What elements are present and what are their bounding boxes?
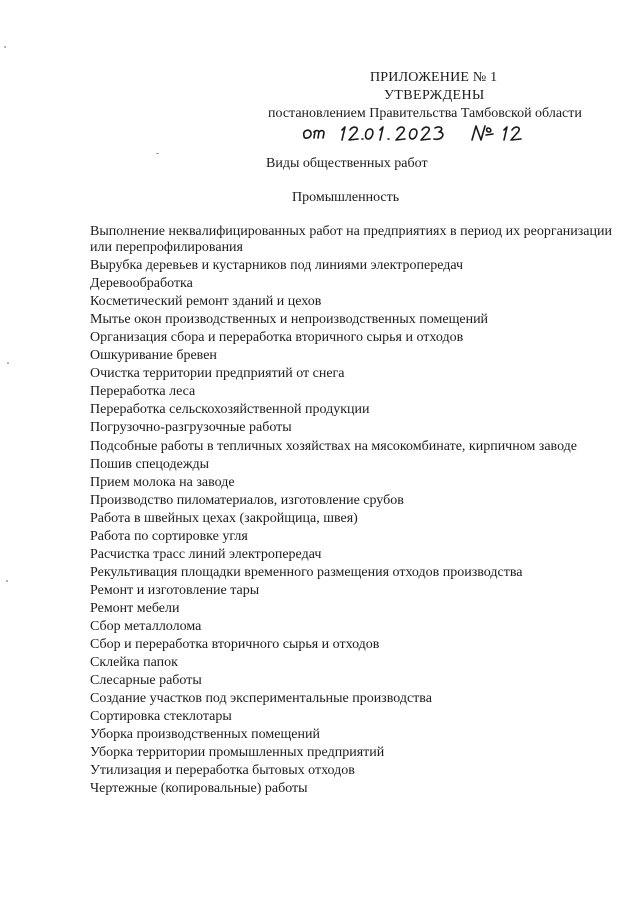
approved-label: УТВЕРЖДЕНЫ	[384, 88, 485, 103]
list-item: Работа по сортировке угля	[90, 528, 248, 544]
list-item: Переработка леса	[90, 384, 196, 400]
list-item: Пошив спецодежды	[90, 456, 210, 472]
scan-artifact	[156, 153, 159, 154]
list-item: Создание участков под экспериментальные производства	[90, 691, 432, 707]
document-title: Виды общественных работ	[266, 156, 428, 171]
list-item: Производство пиломатериалов, изготовление срубов	[90, 492, 404, 508]
list-item: Чертежные (копировальные) работы	[90, 781, 308, 797]
list-item: Мытье окон производственных и непроизводственных помещений	[90, 312, 489, 328]
list-item: Переработка сельскохозяйственной продукции	[90, 402, 370, 418]
list-item: Ремонт и изготовление тары	[90, 582, 260, 598]
list-item: Ошкуривание бревен	[90, 348, 217, 364]
decree-line: постановлением Правительства Тамбовской области	[268, 106, 582, 121]
section-title: Промышленность	[292, 190, 400, 205]
list-item: Выполнение неквалифицированных работ на предприятиях в период их реорганизации или перепрофилирования	[90, 224, 612, 255]
handwritten-date-signature	[300, 120, 550, 144]
list-item: Уборка территории промышленных предприятий	[90, 745, 385, 761]
list-item: Очистка территории предприятий от снега	[90, 366, 345, 382]
scan-artifact	[6, 580, 8, 582]
list-item: Деревообработка	[90, 276, 193, 292]
scan-artifact	[7, 362, 9, 364]
list-item: Рекультивация площадки временного размещения отходов производства	[90, 564, 523, 580]
list-item: Расчистка трасс линий электропередач	[90, 546, 322, 562]
handwritten-date-number	[300, 120, 550, 144]
list-item: Погрузочно-разгрузочные работы	[90, 420, 292, 436]
list-item: Организация сбора и переработка вторичного сырья и отходов	[90, 330, 464, 346]
works-list	[90, 224, 612, 799]
list-item: Утилизация и переработка бытовых отходов	[90, 763, 355, 779]
scan-artifact	[4, 46, 6, 48]
list-item: Ремонт мебели	[90, 600, 180, 616]
list-item: Подсобные работы в тепличных хозяйствах на мясокомбинате, кирпичном заводе	[90, 438, 577, 454]
list-item: Склейка папок	[90, 655, 178, 671]
list-item: Сортировка стеклотары	[90, 709, 232, 725]
list-item: Сбор и переработка вторичного сырья и отходов	[90, 637, 380, 653]
list-item: Вырубка деревьев и кустарников под линиями электропередач	[90, 258, 464, 274]
list-item: Косметический ремонт зданий и цехов	[90, 294, 322, 310]
list-item: Сбор металлолома	[90, 618, 202, 634]
list-item: Слесарные работы	[90, 673, 202, 689]
list-item: Работа в швейных цехах (закройщица, швея)	[90, 510, 358, 526]
list-item: Уборка производственных помещений	[90, 727, 320, 743]
list-item: Прием молока на заводе	[90, 474, 235, 490]
appendix-label: ПРИЛОЖЕНИЕ № 1	[370, 70, 498, 85]
